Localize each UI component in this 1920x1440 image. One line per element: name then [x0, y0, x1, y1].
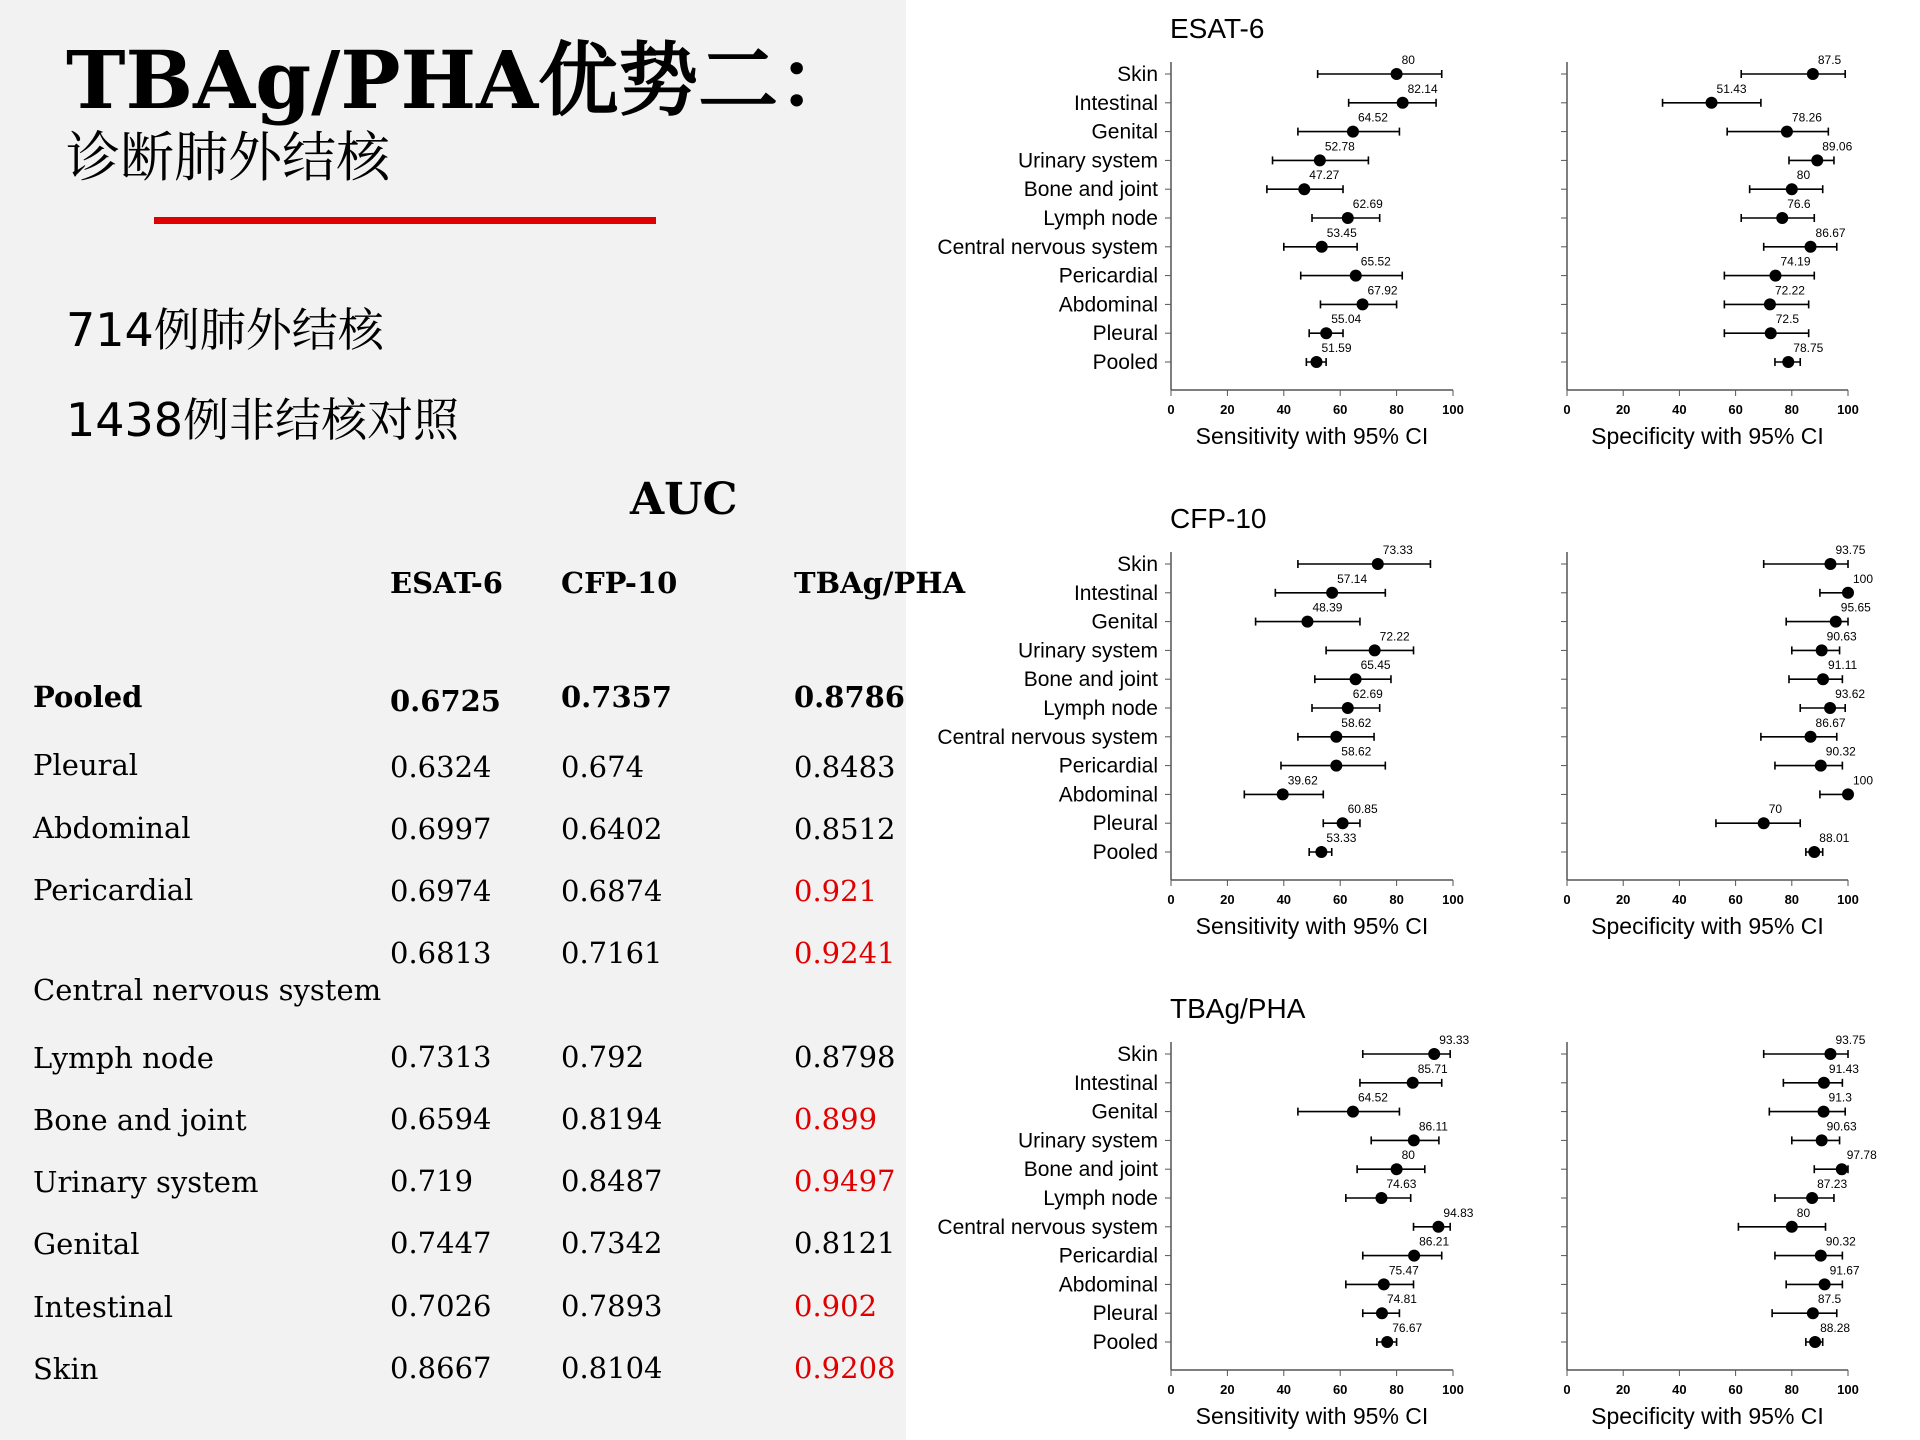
data-label: 86.11: [1418, 1119, 1448, 1134]
x-tick-label: 60: [1728, 1382, 1743, 1397]
auc-cell-esat: 0.6594: [390, 1102, 492, 1136]
x-tick-label: 40: [1672, 892, 1687, 907]
x-tick-label: 60: [1728, 892, 1743, 907]
category-label: Pleural: [1092, 812, 1158, 836]
data-label: 87.5: [1817, 1292, 1842, 1307]
auc-row-label: Pericardial: [33, 873, 194, 907]
data-point: [1818, 1106, 1830, 1118]
x-tick-label: 80: [1389, 892, 1404, 907]
x-tick-label: 40: [1672, 402, 1687, 417]
title-underline: [154, 217, 656, 224]
auc-cell-cfp: 0.7357: [561, 680, 672, 714]
auc-cell-esat: 0.8667: [390, 1351, 492, 1385]
x-tick-label: 80: [1389, 1382, 1404, 1397]
x-axis-label: Specificity with 95% CI: [1591, 913, 1824, 939]
data-point: [1816, 1134, 1828, 1146]
left-panel: [0, 0, 906, 1440]
x-tick-label: 80: [1784, 892, 1800, 907]
data-label: 91.3: [1828, 1090, 1852, 1105]
data-point: [1805, 731, 1817, 743]
data-label: 80: [1796, 1205, 1811, 1220]
data-label: 86.67: [1815, 715, 1846, 730]
data-label: 91.43: [1828, 1061, 1859, 1076]
data-point: [1807, 68, 1819, 80]
data-label: 88.28: [1820, 1321, 1851, 1335]
data-label: 48.39: [1312, 600, 1343, 615]
data-label: 51.43: [1716, 81, 1747, 96]
data-label: 90.63: [1826, 1119, 1857, 1134]
x-tick-label: 40: [1276, 402, 1292, 417]
data-point: [1347, 126, 1359, 138]
data-point: [1816, 644, 1828, 656]
auc-row-label: Central nervous system: [33, 973, 382, 1007]
x-tick-label: 20: [1615, 892, 1631, 907]
data-label: 62.69: [1352, 197, 1383, 211]
data-point: [1782, 356, 1794, 368]
data-point: [1381, 1336, 1393, 1348]
data-label: 67.92: [1367, 283, 1398, 298]
auc-cell-tb: 0.8483: [794, 750, 896, 784]
control-count-text: 1438例非结核对照: [66, 393, 460, 447]
data-label: 80: [1401, 1148, 1415, 1163]
category-label: Urinary system: [1017, 1129, 1158, 1153]
auc-cell-tb: 0.8512: [794, 812, 896, 846]
category-label: Genital: [1091, 610, 1158, 634]
data-label: 65.52: [1360, 254, 1391, 269]
data-point: [1786, 1221, 1798, 1233]
data-point: [1764, 298, 1776, 310]
auc-cell-cfp: 0.7161: [561, 936, 663, 970]
auc-cell-cfp: 0.8194: [561, 1102, 663, 1136]
category-label: Urinary system: [1017, 639, 1158, 663]
data-point: [1378, 1278, 1390, 1290]
data-label: 90.32: [1825, 1234, 1856, 1249]
x-tick-label: 80: [1784, 1382, 1800, 1397]
auc-cell-esat: 0.6324: [390, 750, 492, 784]
data-point: [1397, 97, 1409, 109]
data-point: [1809, 1336, 1821, 1348]
category-label: Lymph node: [1043, 207, 1158, 230]
data-label: 86.21: [1419, 1234, 1450, 1249]
category-label: Central nervous system: [937, 235, 1158, 259]
data-label: 65.45: [1360, 658, 1391, 673]
data-point: [1310, 356, 1322, 368]
data-label: 72.5: [1775, 312, 1800, 327]
data-label: 76.67: [1392, 1321, 1423, 1335]
data-point: [1805, 241, 1817, 253]
data-point: [1376, 1307, 1388, 1319]
x-tick-label: 0: [1167, 402, 1175, 417]
data-label: 97.78: [1846, 1148, 1877, 1163]
category-label: Pericardial: [1058, 754, 1158, 778]
data-label: 93.62: [1835, 687, 1866, 701]
category-label: Pericardial: [1058, 264, 1158, 288]
x-tick-label: 20: [1615, 1382, 1631, 1397]
slide-title: TBAg/PHA优势二：: [66, 33, 859, 127]
category-label: Intestinal: [1073, 91, 1158, 115]
x-tick-label: 40: [1672, 1382, 1687, 1397]
auc-row-label: Intestinal: [33, 1290, 174, 1324]
data-point: [1298, 183, 1310, 195]
data-point: [1330, 731, 1342, 743]
x-tick-label: 40: [1276, 892, 1292, 907]
data-point: [1806, 1192, 1818, 1204]
data-point: [1350, 270, 1362, 282]
category-label: Lymph node: [1043, 1187, 1158, 1210]
data-label: 62.69: [1352, 687, 1383, 701]
x-axis-label: Sensitivity with 95% CI: [1195, 423, 1429, 449]
auc-cell-esat: 0.6997: [390, 812, 492, 846]
data-label: 91.11: [1828, 658, 1858, 673]
category-label: Pooled: [1092, 841, 1158, 864]
category-label: Bone and joint: [1023, 178, 1158, 202]
data-label: 58.62: [1341, 744, 1372, 759]
auc-cell-esat: 0.6725: [390, 684, 501, 718]
x-axis-label: Specificity with 95% CI: [1591, 423, 1824, 449]
data-label: 72.22: [1774, 283, 1805, 298]
x-tick-label: 0: [1563, 1382, 1571, 1397]
data-label: 90.32: [1825, 744, 1856, 759]
category-label: Abdominal: [1058, 783, 1158, 807]
data-point: [1817, 673, 1829, 685]
data-label: 80: [1401, 53, 1415, 67]
data-label: 72.22: [1379, 629, 1410, 644]
data-point: [1337, 817, 1349, 829]
category-label: Pooled: [1092, 351, 1158, 374]
auc-cell-esat: 0.719: [390, 1164, 474, 1198]
category-label: Pooled: [1092, 1331, 1158, 1354]
data-point: [1342, 702, 1354, 714]
data-point: [1375, 1192, 1387, 1204]
auc-row-label: Skin: [33, 1352, 99, 1386]
auc-row-label: Urinary system: [33, 1165, 259, 1199]
auc-cell-esat: 0.6974: [390, 874, 492, 908]
category-label: Bone and joint: [1023, 668, 1158, 692]
data-point: [1807, 1307, 1819, 1319]
data-point: [1357, 298, 1369, 310]
auc-cell-tb: 0.921: [794, 874, 878, 908]
auc-cell-cfp: 0.6874: [561, 874, 663, 908]
data-label: 78.26: [1791, 110, 1822, 125]
data-label: 85.71: [1417, 1061, 1448, 1076]
x-tick-label: 100: [1837, 402, 1859, 417]
x-tick-label: 0: [1563, 892, 1571, 907]
category-label: Central nervous system: [937, 1215, 1158, 1239]
x-tick-label: 0: [1167, 1382, 1175, 1397]
auc-row-label: Abdominal: [33, 811, 191, 845]
data-point: [1407, 1077, 1419, 1089]
chart-title: TBAg/PHA: [1170, 993, 1306, 1024]
data-label: 93.75: [1835, 543, 1866, 557]
col-header-esat6: ESAT-6: [390, 566, 503, 600]
data-label: 47.27: [1309, 168, 1340, 183]
auc-cell-esat: 0.7447: [390, 1226, 492, 1260]
data-point: [1369, 644, 1381, 656]
auc-cell-cfp: 0.8487: [561, 1164, 663, 1198]
auc-cell-cfp: 0.7342: [561, 1226, 663, 1260]
data-point: [1818, 1077, 1830, 1089]
data-label: 93.33: [1439, 1033, 1470, 1047]
data-label: 64.52: [1357, 1090, 1388, 1105]
data-label: 93.75: [1835, 1033, 1866, 1047]
case-count-text: 714例肺外结核: [66, 303, 384, 357]
auc-cell-tb: 0.8786: [794, 680, 905, 714]
data-point: [1330, 760, 1342, 772]
category-label: Skin: [1117, 1043, 1158, 1066]
data-label: 51.59: [1321, 341, 1352, 355]
auc-cell-esat: 0.7026: [390, 1289, 492, 1323]
category-label: Central nervous system: [937, 725, 1158, 749]
data-label: 100: [1853, 773, 1874, 788]
category-label: Skin: [1117, 553, 1158, 576]
chart-title: CFP-10: [1170, 503, 1267, 534]
data-label: 52.78: [1324, 139, 1355, 154]
data-label: 87.23: [1817, 1177, 1848, 1191]
data-label: 88.01: [1819, 831, 1850, 845]
data-point: [1815, 760, 1827, 772]
data-label: 95.65: [1840, 600, 1871, 615]
data-point: [1781, 126, 1793, 138]
data-label: 74.19: [1780, 254, 1811, 269]
data-point: [1326, 587, 1338, 599]
data-point: [1815, 1250, 1827, 1262]
data-label: 82.14: [1407, 81, 1438, 96]
x-tick-label: 100: [1837, 1382, 1859, 1397]
category-label: Pleural: [1092, 322, 1158, 346]
col-header-tbagpha: TBAg/PHA: [794, 566, 966, 600]
data-point: [1830, 616, 1842, 628]
category-label: Genital: [1091, 1100, 1158, 1124]
data-label: 53.33: [1326, 831, 1357, 845]
data-point: [1758, 817, 1770, 829]
category-label: Pleural: [1092, 1302, 1158, 1326]
col-header-cfp10: CFP-10: [561, 566, 678, 600]
data-point: [1391, 1163, 1403, 1175]
auc-cell-esat: 0.6813: [390, 936, 492, 970]
data-point: [1836, 1163, 1848, 1175]
data-label: 76.6: [1787, 197, 1811, 211]
auc-row-label: Lymph node: [33, 1041, 214, 1075]
data-label: 86.67: [1815, 225, 1846, 240]
data-point: [1808, 846, 1820, 858]
data-label: 91.67: [1829, 1263, 1860, 1278]
x-tick-label: 40: [1276, 1382, 1292, 1397]
auc-cell-cfp: 0.792: [561, 1040, 645, 1074]
data-label: 53.45: [1326, 225, 1357, 240]
data-label: 60.85: [1347, 802, 1378, 817]
data-point: [1824, 702, 1836, 714]
data-point: [1428, 1048, 1440, 1060]
data-label: 78.75: [1793, 341, 1824, 355]
data-point: [1391, 68, 1403, 80]
x-tick-label: 80: [1784, 402, 1800, 417]
data-label: 57.14: [1337, 571, 1368, 586]
category-label: Skin: [1117, 63, 1158, 86]
data-point: [1342, 212, 1354, 224]
auc-cell-cfp: 0.7893: [561, 1289, 663, 1323]
auc-cell-tb: 0.902: [794, 1289, 878, 1323]
category-label: Genital: [1091, 120, 1158, 144]
data-point: [1301, 616, 1313, 628]
x-tick-label: 20: [1220, 402, 1235, 417]
category-label: Pericardial: [1058, 1244, 1158, 1268]
data-point: [1432, 1221, 1444, 1233]
x-tick-label: 60: [1728, 402, 1743, 417]
x-tick-label: 100: [1442, 892, 1464, 907]
slide-subtitle: 诊断肺外结核: [66, 126, 390, 189]
auc-cell-cfp: 0.6402: [561, 812, 663, 846]
data-point: [1320, 327, 1332, 339]
data-point: [1811, 154, 1823, 166]
auc-cell-tb: 0.9208: [794, 1351, 896, 1385]
data-point: [1824, 1048, 1836, 1060]
category-label: Abdominal: [1058, 293, 1158, 317]
auc-cell-cfp: 0.8104: [561, 1351, 663, 1385]
data-point: [1819, 1278, 1831, 1290]
x-tick-label: 80: [1389, 402, 1404, 417]
data-point: [1765, 327, 1777, 339]
data-point: [1408, 1134, 1420, 1146]
data-point: [1769, 270, 1781, 282]
data-point: [1316, 241, 1328, 253]
x-tick-label: 20: [1220, 1382, 1235, 1397]
category-label: Intestinal: [1073, 1071, 1158, 1095]
category-label: Bone and joint: [1023, 1158, 1158, 1182]
data-point: [1372, 558, 1384, 570]
x-tick-label: 60: [1332, 892, 1348, 907]
x-tick-label: 100: [1442, 1382, 1464, 1397]
data-label: 90.63: [1826, 629, 1857, 644]
x-axis-label: Sensitivity with 95% CI: [1195, 1403, 1429, 1429]
auc-row-label: Genital: [33, 1227, 140, 1261]
auc-cell-esat: 0.7313: [390, 1040, 492, 1074]
x-axis-label: Specificity with 95% CI: [1591, 1403, 1824, 1429]
category-label: Abdominal: [1058, 1273, 1158, 1297]
data-point: [1842, 788, 1854, 800]
data-label: 74.63: [1386, 1177, 1417, 1191]
data-label: 89.06: [1822, 139, 1853, 154]
data-label: 64.52: [1357, 110, 1388, 125]
data-point: [1706, 97, 1718, 109]
data-label: 80: [1796, 168, 1811, 183]
category-label: Intestinal: [1073, 581, 1158, 605]
data-point: [1842, 587, 1854, 599]
auc-cell-tb: 0.899: [794, 1102, 878, 1136]
auc-row-label: Pleural: [33, 748, 139, 782]
data-label: 94.83: [1443, 1205, 1474, 1220]
x-tick-label: 20: [1220, 892, 1235, 907]
data-label: 58.62: [1341, 715, 1372, 730]
data-point: [1315, 846, 1327, 858]
data-label: 100: [1853, 571, 1874, 586]
x-tick-label: 0: [1563, 402, 1571, 417]
x-tick-label: 60: [1332, 402, 1348, 417]
x-tick-label: 100: [1837, 892, 1859, 907]
data-point: [1408, 1250, 1420, 1262]
x-tick-label: 20: [1615, 402, 1631, 417]
auc-cell-tb: 0.8121: [794, 1226, 896, 1260]
auc-row-label: Pooled: [33, 680, 143, 714]
x-axis-label: Sensitivity with 95% CI: [1195, 913, 1429, 939]
auc-cell-tb: 0.8798: [794, 1040, 896, 1074]
auc-cell-cfp: 0.674: [561, 750, 645, 784]
data-point: [1347, 1106, 1359, 1118]
auc-cell-tb: 0.9497: [794, 1164, 896, 1198]
x-tick-label: 100: [1442, 402, 1464, 417]
category-label: Urinary system: [1017, 149, 1158, 173]
data-label: 87.5: [1817, 53, 1842, 67]
auc-row-label: Bone and joint: [33, 1103, 247, 1137]
category-label: Lymph node: [1043, 697, 1158, 720]
data-label: 73.33: [1382, 543, 1413, 557]
data-point: [1776, 212, 1788, 224]
data-label: 70: [1768, 802, 1783, 817]
data-point: [1350, 673, 1362, 685]
data-label: 75.47: [1388, 1263, 1419, 1278]
data-point: [1786, 183, 1798, 195]
data-point: [1314, 154, 1326, 166]
data-label: 55.04: [1331, 312, 1362, 327]
auc-cell-tb: 0.9241: [794, 936, 896, 970]
data-point: [1824, 558, 1836, 570]
data-point: [1277, 788, 1289, 800]
x-tick-label: 60: [1332, 1382, 1348, 1397]
chart-title: ESAT-6: [1170, 13, 1265, 44]
data-label: 74.81: [1386, 1292, 1417, 1307]
data-label: 39.62: [1287, 773, 1318, 788]
x-tick-label: 0: [1167, 892, 1175, 907]
auc-table-title: AUC: [630, 474, 738, 525]
